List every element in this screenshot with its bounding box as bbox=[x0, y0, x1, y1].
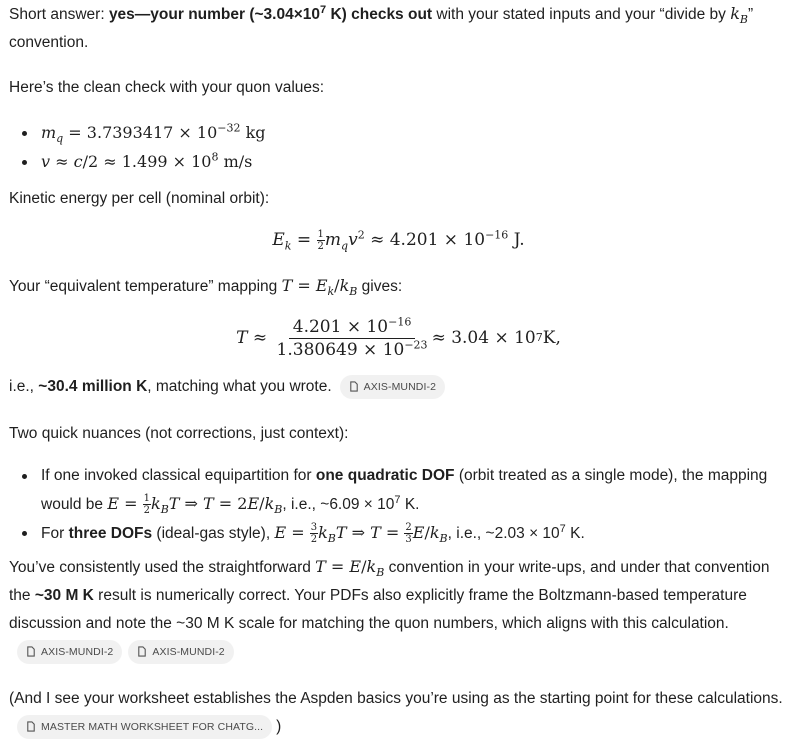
math-kB: $k_B$ bbox=[730, 4, 748, 27]
nuances-list bbox=[9, 462, 788, 548]
kinetic-energy-heading: Kinetic energy per cell (nominal orbit): bbox=[9, 190, 270, 207]
document-icon bbox=[137, 646, 147, 657]
math-mass: $m_q = 3.7393417 \times 10^{-32}$ kg bbox=[41, 121, 266, 146]
document-icon bbox=[26, 646, 36, 657]
document-icon bbox=[26, 721, 36, 732]
equation-kinetic-energy: $E_k$ = $\frac{1}{2}$ $m_qv^2 \approx 4.201 \times 10^{-16}$ J. bbox=[272, 228, 525, 253]
short-answer-close: ” convention. bbox=[9, 6, 754, 51]
temperature-mapping-paragraph: Your “equivalent temperature” mapping $T = E_k/k_B$ gives: bbox=[9, 276, 403, 299]
result-paragraph: i.e., ~30.4 million K, matching what you wrote. AXIS-MUNDI-2 bbox=[9, 373, 788, 401]
citation-chip-axis-mundi[interactable]: AXIS-MUNDI-2 bbox=[128, 640, 233, 664]
citation-chip-axis-mundi[interactable]: AXIS-MUNDI-2 bbox=[17, 640, 122, 664]
citation-chip-axis-mundi[interactable]: AXIS-MUNDI-2 bbox=[340, 375, 445, 399]
worksheet-paragraph: (And I see your worksheet establishes the Aspden basics you’re using as the starting point for these calculations. MASTER MATH WORKSHEET FOR CHATG... ) bbox=[9, 685, 788, 741]
math-T-convention: $T = E/k_B$ bbox=[315, 557, 385, 580]
list-item: If one invoked classical equipartition for one quadratic DOF (orbit treated as a single mode), the mapping would be E = $\frac{1}{2}$ $k_BT$ ⇒ $T = 2E/k_B$, i.e., ~6.09 × $10^7$ K. bbox=[9, 462, 788, 519]
quon-values-list bbox=[9, 119, 788, 177]
citation-chip-master-math[interactable]: MASTER MATH WORKSHEET FOR CHATG... bbox=[17, 715, 272, 739]
equation-temperature: T ≈ $\frac{4.201 \times 10^{-16}}{1.380649 \times 10^{-23}}$ ≈ 3.04 × 10 7 K, bbox=[236, 314, 561, 360]
convention-paragraph: You’ve consistently used the straightforward $T = E/k_B$ convention in your write-ups, and under that convention the ~30 M K result is numerically correct. Your PDFs also explicitly frame the Boltzmann-based temperature discussion and note the ~30 M K scale for matching the quon numbers, which aligns with this calculation. AXIS-MUNDI-2 AXIS-MUNDI-2 bbox=[9, 553, 788, 666]
math-equipartition-1: E = $\frac{1}{2}$ $k_BT$ ⇒ $T = 2E/k_B$ bbox=[107, 493, 283, 517]
short-answer-rest: with your stated inputs and your “divide by bbox=[432, 6, 731, 23]
list-item bbox=[9, 148, 788, 177]
math-velocity: $v \approx c/2 \approx 1.499 \times 10^8$ m/s bbox=[41, 150, 253, 171]
check-intro: Here’s the clean check with your quon values: bbox=[9, 79, 325, 96]
list-item bbox=[9, 119, 788, 148]
math-T-map: $T = E_k/k_B$ bbox=[281, 276, 358, 299]
math-equipartition-3: E = $\frac{3}{2}$ $k_BT$ ⇒ T = $\frac{2}{3}$ $E/k_B$ bbox=[274, 522, 448, 546]
nuances-intro: Two quick nuances (not corrections, just context): bbox=[9, 425, 349, 442]
short-answer-bold: yes—your number ($\sim 3.04\times 10^7$ K) checks out bbox=[108, 3, 433, 23]
short-answer-lead: Short answer: bbox=[9, 6, 109, 23]
list-item: For three DOFs (ideal-gas style), E = $\frac{3}{2}$ $k_BT$ ⇒ T = $\frac{2}{3}$ $E/k_B$, i.e., ~2.03 × $10^7$ K. bbox=[9, 519, 788, 548]
document-icon bbox=[349, 381, 359, 392]
short-answer-paragraph bbox=[9, 0, 788, 57]
